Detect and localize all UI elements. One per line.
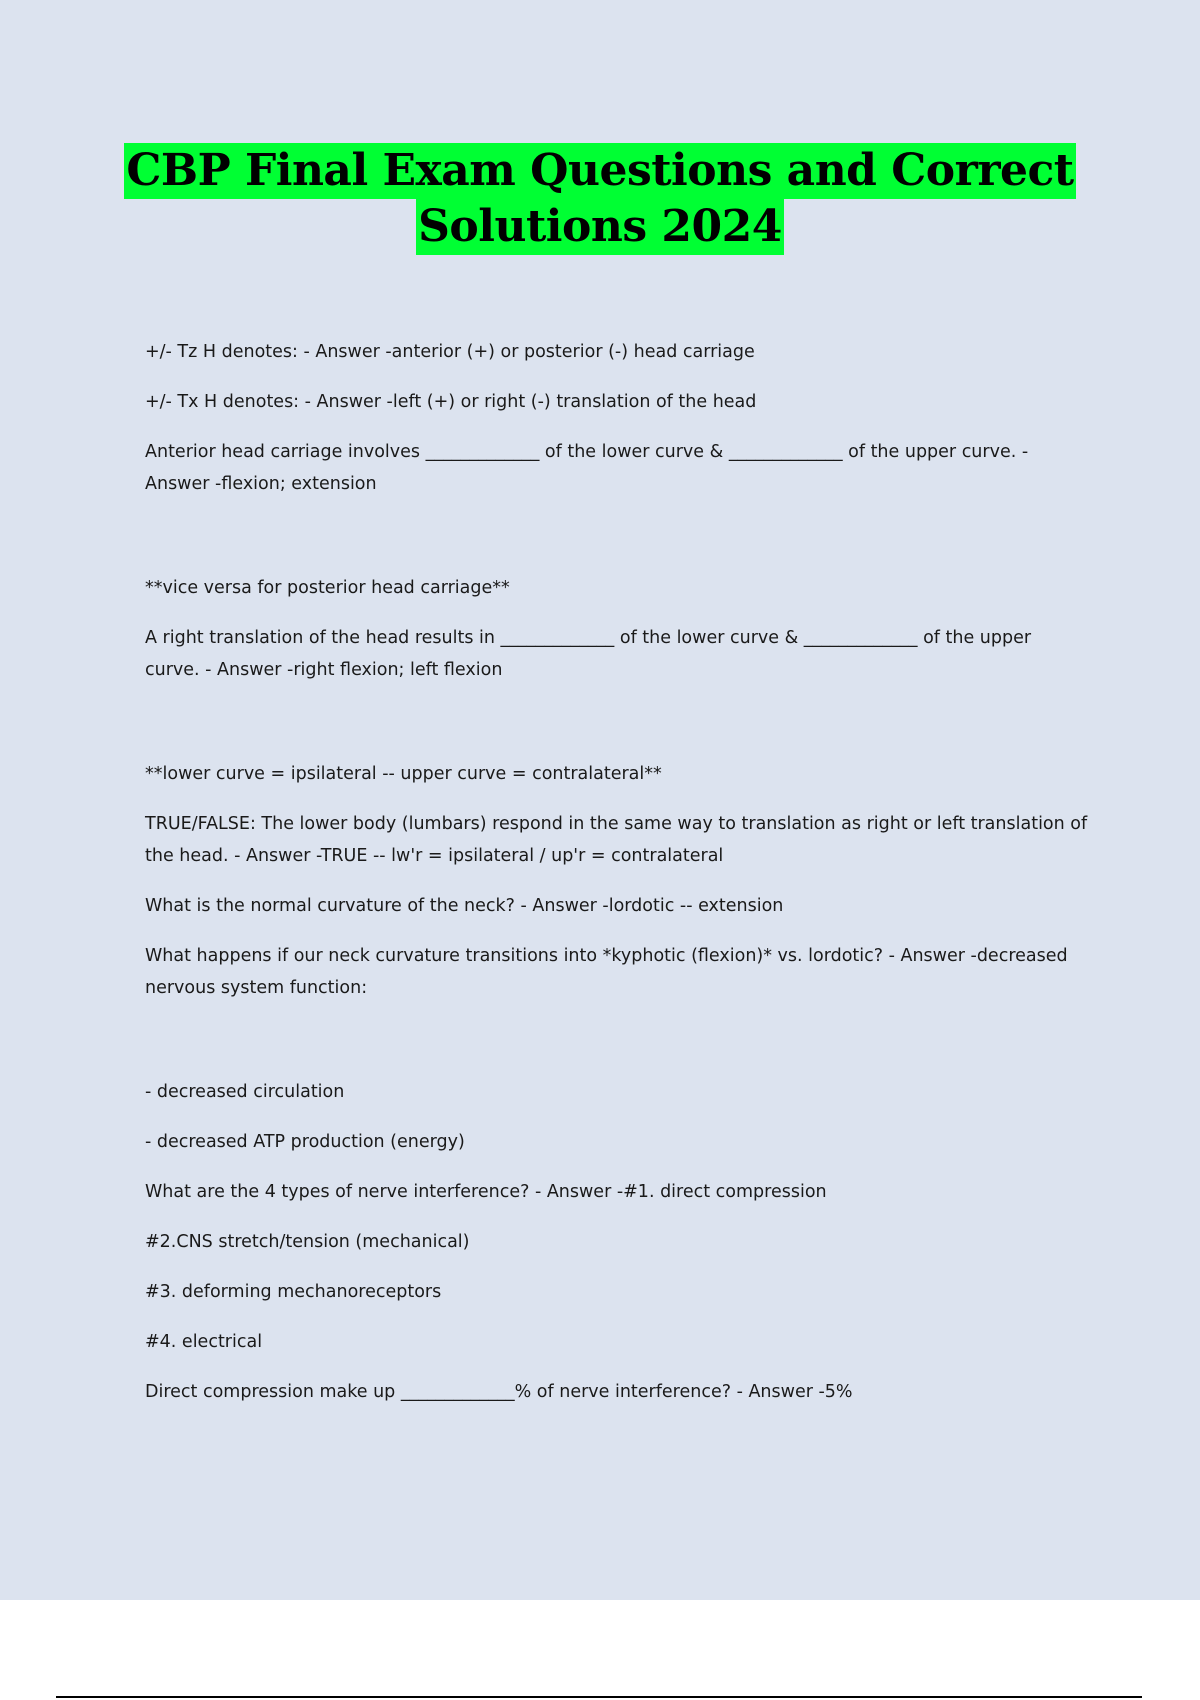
note-paragraph: **lower curve = ipsilateral -- upper curve = contralateral** [145,764,662,784]
note-paragraph: **vice versa for posterior head carriage** [145,578,510,598]
title-line-2: Solutions 2024 [416,199,784,255]
document-body [145,336,1090,1426]
qa-paragraph: What is the normal curvature of the neck? - Answer -lordotic -- extension [145,896,784,916]
list-item: #2.CNS stretch/tension (mechanical) [145,1232,470,1252]
qa-paragraph: TRUE/FALSE: The lower body (lumbars) respond in the same way to translation as right or left translation of the head. - Answer -TRUE -- lw'r = ipsilateral / up'r = contralateral [145,814,1088,866]
title-line-1: CBP Final Exam Questions and Correct [124,143,1075,199]
qa-paragraph: A right translation of the head results in _____________ of the lower curve & _____________ of the upper curve. - Answer -right flexion; left flexion [145,628,1032,680]
bottom-divider [56,1696,1142,1698]
qa-paragraph: What happens if our neck curvature transitions into *kyphotic (flexion)* vs. lordotic? - Answer -decreased nervous system function: [145,946,1068,998]
list-item: #4. electrical [145,1332,263,1352]
qa-paragraph: What are the 4 types of nerve interference? - Answer -#1. direct compression [145,1182,827,1202]
qa-paragraph: Direct compression make up _____________% of nerve interference? - Answer -5% [145,1382,853,1402]
qa-paragraph: Anterior head carriage involves _____________ of the lower curve & _____________ of the upper curve. - Answer -flexion; extension [145,442,1029,494]
list-item: - decreased circulation [145,1082,345,1102]
qa-paragraph: +/- Tz H denotes: - Answer -anterior (+) or posterior (-) head carriage [145,342,755,362]
qa-paragraph: +/- Tx H denotes: - Answer -left (+) or right (-) translation of the head [145,392,757,412]
document-title [0,143,1200,255]
list-item: - decreased ATP production (energy) [145,1132,465,1152]
list-item: #3. deforming mechanoreceptors [145,1282,442,1302]
